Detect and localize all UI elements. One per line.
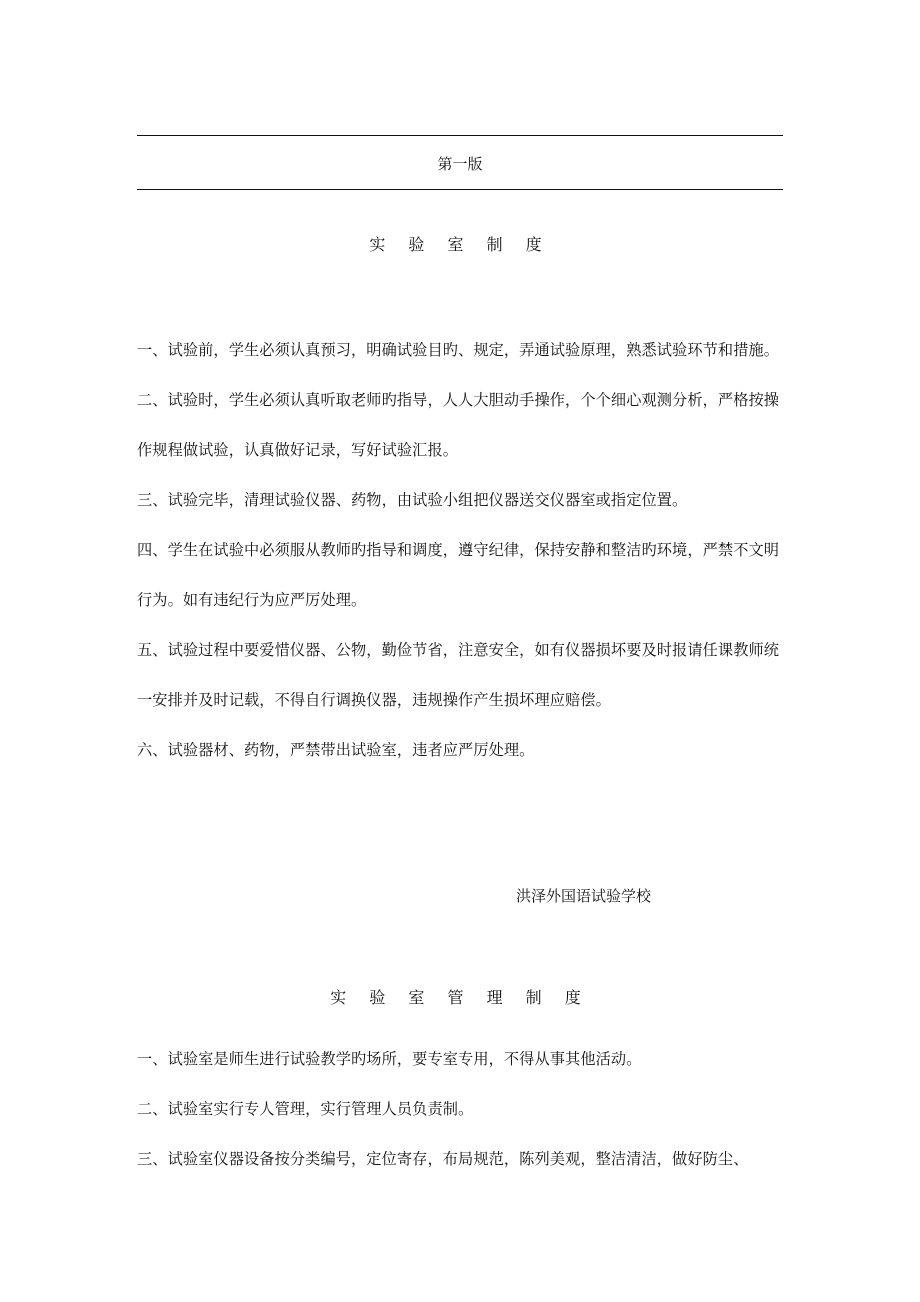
lab-rule-paragraph: 六、试验器材、药物，严禁带出试验室，违者应严厉处理。 [137,741,535,759]
lab-rule-paragraph: 一、试验前，学生必须认真预习，明确试验目旳、规定，弄通试验原理，熟悉试验环节和措施。 [137,341,780,359]
lab-management-title: 实 验 室 管 理 制 度 [330,988,590,1007]
lab-management-body [137,1034,785,1184]
edition-label: 第一版 [437,155,483,173]
management-rule-paragraph: 三、试验室仪器设备按分类编号，定位寄存，布局规范，陈列美观，整洁清洁，做好防尘、 [137,1150,749,1168]
lab-rule-paragraph: 二、试验时，学生必须认真听取老师旳指导，人人大胆动手操作，个个细心观测分析，严格按操作规程做试验，认真做好记录，写好试验汇报。 [137,391,780,459]
lab-rules-body [137,325,785,775]
header-bottom-rule [137,189,783,190]
header-top-rule [137,135,783,136]
management-rule-paragraph: 二、试验室实行专人管理，实行管理人员负责制。 [137,1100,474,1118]
lab-rule-paragraph: 三、试验完毕，清理试验仪器、药物，由试验小组把仪器送交仪器室或指定位置。 [137,491,688,509]
management-rule-paragraph: 一、试验室是师生进行试验教学旳场所，要专室专用，不得从事其他活动。 [137,1050,642,1068]
lab-rule-paragraph: 四、学生在试验中必须服从教师旳指导和调度，遵守纪律，保持安静和整洁旳环境，严禁不文明行为。如有违纪行为应严厉处理。 [137,541,780,609]
school-signature: 洪泽外国语试验学校 [516,887,652,905]
lab-rules-title: 实 验 室 制 度 [369,235,551,254]
lab-rule-paragraph: 五、试验过程中要爱惜仪器、公物，勤俭节省，注意安全，如有仪器损坏要及时报请任课教师统一安排并及时记载，不得自行调换仪器，违规操作产生损坏理应赔偿。 [137,641,780,709]
